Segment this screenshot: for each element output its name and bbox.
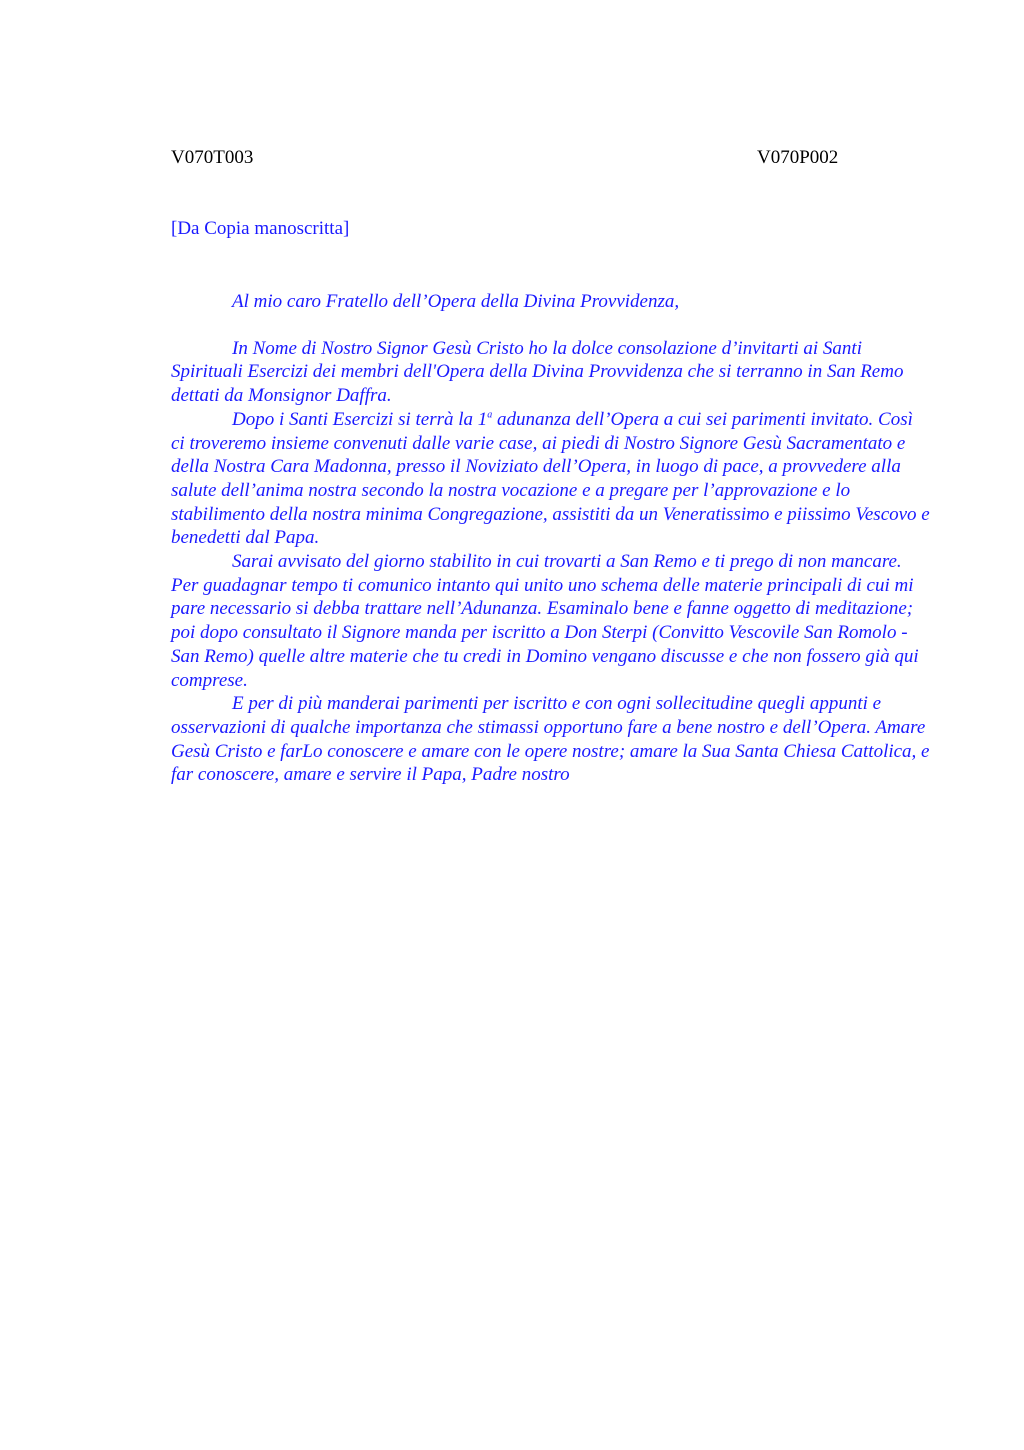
letter-salutation: Al mio caro Fratello dell’Opera della Divina Provvidenza, xyxy=(232,291,680,312)
letter-paragraph-ordinal xyxy=(171,408,931,550)
page-code: V070P002 xyxy=(757,147,839,168)
letter-paragraph: E per di più manderai parimenti per iscritto e con ogni sollecitudine quegli appunti e osservazioni di qualche importanza che stimassi opportuno fare a bene nostro e dell’Opera. Amare Gesù Cristo e farLo conoscere e amare con le opere nostre; amare la Sua Santa Chiesa Cattolica, e far conoscere, amare e servire il Papa, Padre nostro xyxy=(171,693,930,786)
letter-paragraph: In Nome di Nostro Signor Gesù Cristo ho la dolce consolazione d’invitarti ai Santi Spirituali Esercizi dei membri dell'Opera della Divina Provvidenza che si terranno in San Remo dettati da Monsignor Daffra. xyxy=(171,337,904,407)
letter-body xyxy=(171,290,931,787)
letter-paragraph: Sarai avvisato del giorno stabilito in cui trovarti a San Remo e ti prego di non mancare. Per guadagnar tempo ti comunico intanto qui unito uno schema delle materie principali di cui mi pare necessario si debba trattare nell’Adunanza. Esaminalo bene e fanne oggetto di meditazione; poi dopo consultato il Signore manda per iscritto a Don Sterpi (Convitto Vescovile San Romolo - San Remo) quelle altre materie che tu credi in Domino vengano discusse e che non fossero già qui comprese. xyxy=(171,551,919,691)
paragraph-text-start: Dopo i Santi Esercizi si terrà la 1 xyxy=(232,408,488,430)
document-code: V070T003 xyxy=(171,147,254,168)
source-note: [Da Copia manoscritta] xyxy=(171,218,350,239)
paragraph-text-end: adunanza dell’Opera a cui sei parimenti invitato. Così ci troveremo insieme convenuti dalle varie case, ai piedi di Nostro Signore Gesù Sacramentato e della Nostra Cara Madonna, presso il Noviziato dell’Opera, in luogo di pace, a provvedere alla salute dell’anima nostra secondo la nostra vocazione e a pregare per l’approvazione e lo stabilimento della nostra minima Congregazione, assistiti da un Veneratissimo e piissimo Vescovo e benedetti dal Papa. xyxy=(171,408,930,549)
ordinal-superscript: a xyxy=(487,409,493,421)
